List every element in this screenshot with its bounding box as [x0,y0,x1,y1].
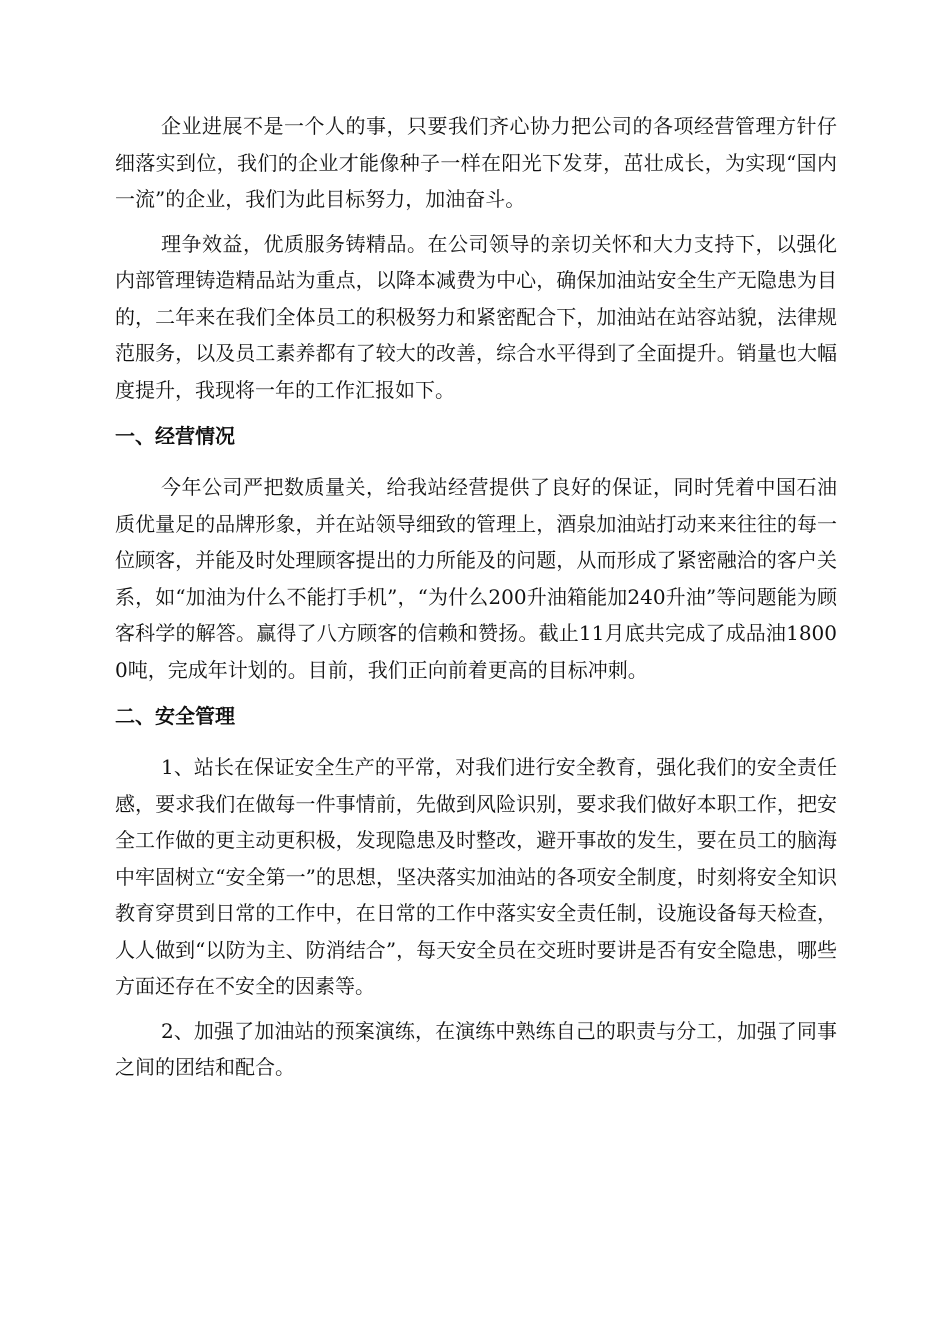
operations-paragraph: 今年公司严把数质量关，给我站经营提供了良好的保证，同时凭着中国石油质优量足的品牌形象，并在站领导细致的管理上，酒泉加油站打动来来往往的每一位顾客，并能及时处理顾客提出的力所能及的问题，从而形成了紧密融洽的客户关系，如“加油为什么不能打手机”，“为什么200升油箱能加240升油”等问题能为顾客科学的解答。赢得了八方顾客的信赖和赞扬。截止11月底共完成了成品油18000吨，完成年计划的。目前，我们正向前着更高的目标冲刺。 [115,475,837,682]
summary-paragraph: 理争效益，优质服务铸精品。在公司领导的亲切关怀和大力支持下，以强化内部管理铸造精品站为重点，以降本减费为中心，确保加油站安全生产无隐患为目的，二年来在我们全体员工的积极努力和紧密配合下，加油站在站容站貌，法律规范服务，以及员工素养都有了较大的改善，综合水平得到了全面提升。销量也大幅度提升，我现将一年的工作汇报如下。 [115,231,837,402]
section-heading-safety: 二、安全管理 [115,704,235,728]
section-heading-operations: 一、经营情况 [115,424,235,448]
document-page [115,108,837,1094]
intro-paragraph: 企业进展不是一个人的事，只要我们齐心协力把公司的各项经营管理方针仔细落实到位，我们的企业才能像种子一样在阳光下发芽，茁壮成长，为实现“国内一流”的企业，我们为此目标努力，加油奋斗。 [115,114,837,211]
safety-paragraph-2: 2、加强了加油站的预案演练，在演练中熟练自己的职责与分工，加强了同事之间的团结和配合。 [115,1018,837,1079]
safety-paragraph-1: 1、站长在保证安全生产的平常，对我们进行安全教育，强化我们的安全责任感，要求我们在做每一件事情前，先做到风险识别，要求我们做好本职工作，把安全工作做的更主动更积极，发现隐患及时整改，避开事故的发生，要在员工的脑海中牢固树立“安全第一”的思想，坚决落实加油站的各项安全制度，时刻将安全知识教育穿贯到日常的工作中，在日常的工作中落实安全责任制，设施设备每天检查，人人做到“以防为主、防消结合”，每天安全员在交班时要讲是否有安全隐患，哪些方面还存在不安全的因素等。 [115,755,837,998]
